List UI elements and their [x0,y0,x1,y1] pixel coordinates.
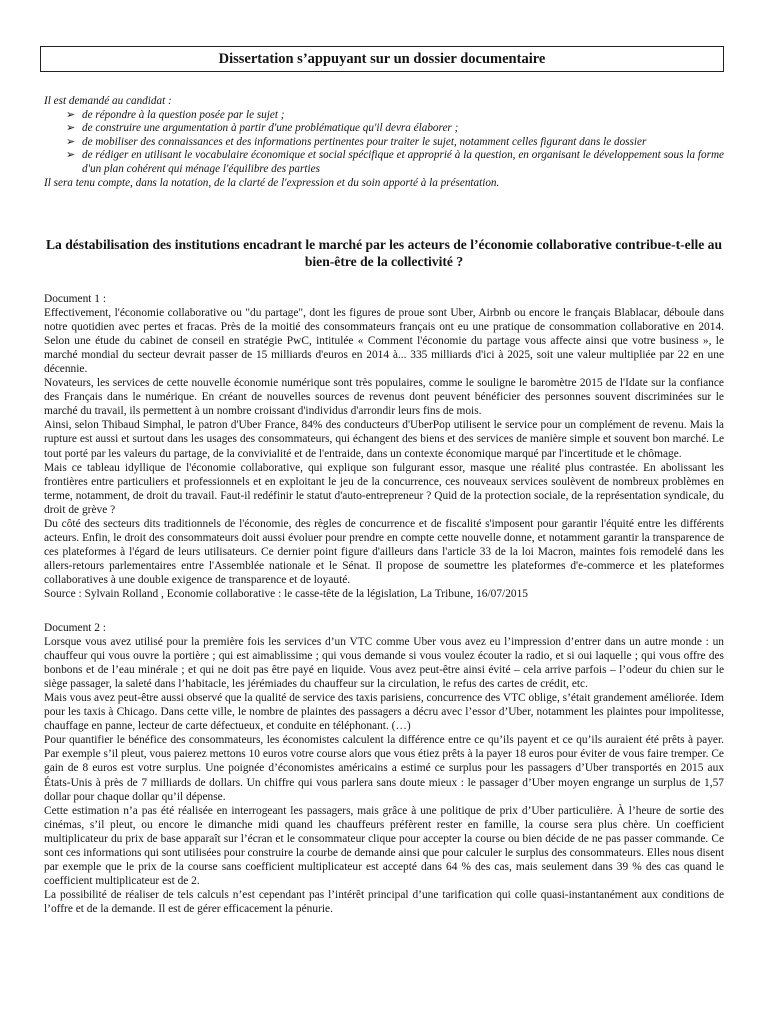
document-1 [44,292,724,601]
document-paragraph: Pour quantifier le bénéfice des consommateurs, les économistes calculent la différence entre ce qu’ils payent et ce qu’ils auraient été prêts à payer. Par exemple s’il pleut, vous paierez mettons 10 euros votre course alors que vous étiez prêts à la payer 18 euros pour éviter de vous faire tremper. Ce gain de 8 euros est votre surplus. Une poignée d’économistes américains a estimé ce surplus pour les passagers d’Uber transportés en 2015 aux États-Unis à près de 7 milliards de dollars. Un chiffre qui vous parlera sans doute mieux : le passager d’Uber moyen engrange un surplus de 1,57 dollar pour chaque dollar qu’il dépense. [44,734,724,803]
document-heading: Document 1 : [44,293,107,305]
instructions-outro: Il sera tenu compte, dans la notation, de la clarté de l'expression et du soin apporté à la présentation. [44,176,500,189]
instruction-item [44,109,724,123]
document-paragraph: Lorsque vous avez utilisé pour la première fois les services d’un VTC comme Uber vous avez eu l’impression d’entrer dans un autre monde : un chauffeur qui vous ouvre la portière ; qui est aimablissime ; qui vous demande si vous voulez écouter la radio, et si oui laquelle ; qui vous offre des bonbons et de l’eau minérale ; et qui ne doit pas être payé en liquide. Vous avez peut-être ainsi évité – cela arrive parfois – l’odeur du chien sur le siège passager, la saleté dans l’habitacle, les jérémiades du chauffeur sur la circulation, le refus des cartes de crédit, etc. [44,636,724,691]
instructions-list [44,109,724,177]
document-paragraph: Effectivement, l'économie collaborative ou "du partage", dont les figures de proue sont Uber, Airbnb ou encore le français Blablacar, déboule dans notre quotidien avec pertes et fracas. Près de la moitié des consommateurs français ont eu une pratique de consommation collaborative en 2014. Selon une étude du cabinet de conseil en stratégie PwC, intitulée « Comment l'économie du partage vous affecte ainsi que votre business », le marché mondial du secteur devrait passer de 15 milliards d'euros en 2014 à... 335 milliards d'ici à 2025, soit une valeur multipliée par 22 en une décennie. [44,307,724,376]
document-source: Source : Sylvain Rolland , Economie collaborative : le casse-tête de la législation, La Tribune, 16/07/2015 [44,587,528,600]
instructions-intro: Il est demandé au candidat : [44,95,172,107]
instruction-item [44,136,724,150]
document-2 [44,621,724,916]
document-paragraph: Ainsi, selon Thibaud Simphal, le patron d'Uber France, 84% des conducteurs d'UberPop utilisent le service pour un complément de revenu. Mais la rupture est aussi et surtout dans les usages des consommateurs, qui échangent des biens et des services de manière simple et souvent bon marché. Le tout porté par les valeurs du partage, de la convivialité et de l'entraide, dans un contexte économique marqué par l'incertitude et le chômage. [44,419,724,460]
instruction-item-text: de construire une argumentation à partir d'une problématique qu'il devra élaborer ; [82,122,459,135]
instruction-item-text: de répondre à la question posée par le sujet ; [82,108,285,121]
arrow-bullet-icon: ➢ [66,108,76,121]
document-paragraph: Novateurs, les services de cette nouvelle économie numérique sont très populaires, comme le souligne le baromètre 2015 de l'Idate sur la confiance des Français dans le numérique. En créant de nouvelles sources de revenus dont peuvent bénéficier des personnes souvent discriminées sur le marché du travail, ils permettent à un nombre croissant d'individus d'arrondir leurs fins de mois. [44,377,724,418]
document-paragraph: La possibilité de réaliser de tels calculs n’est cependant pas l’intérêt principal d’une tarification qui colle quasi-instantanément aux conditions de l’offre et de la demande. Il est de gérer efficacement la pénurie. [44,888,724,915]
instruction-item [44,149,724,176]
instruction-item [44,122,724,136]
instruction-item-text: de rédiger en utilisant le vocabulaire économique et social spécifique et approprié à la question, en organisant le développement sous la forme d'un plan cohérent qui ménage l'équilibre des parties [82,149,724,175]
document-paragraph: Mais vous avez peut-être aussi observé que la qualité de service des taxis parisiens, concurrence des VTC oblige, s’était grandement améliorée. Idem pour les taxis à Chicago. Dans cette ville, le nombre de plaintes des passagers a décru avec l’essor d’Uber, notamment les plaintes pour impolitesse, chauffage en panne, lecteur de carte défectueux, et conduite en téléphonant. (…) [44,692,724,733]
document-paragraph: Du côté des secteurs dits traditionnels de l'économie, des règles de concurrence et de fiscalité s'imposent pour garantir l'équité entre les différents acteurs. Enfin, le droit des consommateurs doit aussi évoluer pour prendre en compte cette nouvelle donne, et notamment garantir la transparence de ces plateformes à l'égard de leurs utilisateurs. Ce dernier point figure d'ailleurs dans l'article 33 de la loi Macron, maintes fois remodelé dans les allers-retours parlementaires entre l'Assemblée nationale et le Sénat. Il propose de soumettre les plateformes d'e-commerce et les plateformes collaboratives à une double exigence de transparence et de loyauté. [44,517,724,586]
document-paragraph: Mais ce tableau idyllique de l'économie collaborative, qui explique son fulgurant essor, masque une réalité plus contrastée. En abolissant les frontières entre particuliers et professionnels et en exploitant le jeu de la concurrence, ces nouveaux services soulèvent de nombreux problèmes en terme, notamment, de droit du travail. Faut-il redéfinir le statut d'auto-entrepreneur ? Quid de la protection sociale, de la représentation syndicale, du droit de grève ? [44,461,724,516]
instructions [44,95,724,190]
arrow-bullet-icon: ➢ [66,149,76,162]
dissertation-subject: La déstabilisation des institutions encadrant le marché par les acteurs de l’économie collaborative contribue-t-elle au bien-être de la collectivité ? [45,237,723,269]
document-paragraph: Cette estimation n’a pas été réalisée en interrogeant les passagers, mais grâce à une politique de prix d’Uber particulière. À l’heure de sortie des cinémas, s’il pleut, ou encore le dimanche midi quand les chauffeurs préfèrent rester en famille, la course sera plus chère. Un coefficient multiplicateur du prix de base apparaît sur l’écran et le consommateur clique pour accepter la course ou bien décide de ne pas passer commande. Ce sont ces informations qui sont utilisées pour construire la courbe de demande ainsi que pour calculer le surplus des consommateurs. Elles nous disent par exemple que le prix de la course sans coefficient multiplicateur est accepté dans 64 % des cas, mais seulement dans 39 % des cas quand le coefficient multiplicateur est de 2. [44,804,724,887]
page-title: Dissertation s’appuyant sur un dossier documentaire [40,46,724,72]
instruction-item-text: de mobiliser des connaissances et des informations pertinentes pour traiter le sujet, notamment celles figurant dans le dossier [82,135,647,148]
document-heading: Document 2 : [44,622,107,634]
arrow-bullet-icon: ➢ [66,135,76,148]
arrow-bullet-icon: ➢ [66,122,76,135]
